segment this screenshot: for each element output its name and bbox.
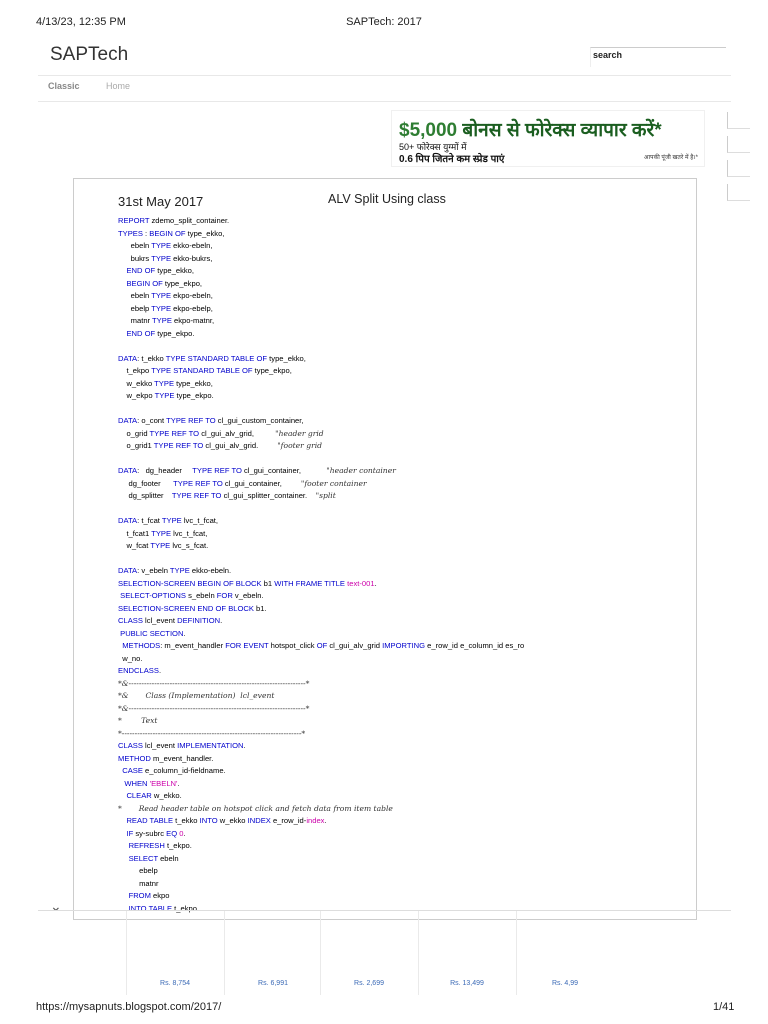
code-line: METHOD m_event_handler. (118, 753, 214, 763)
code-line: dg_footer TYPE REF TO cl_gui_container, "footer container (118, 478, 367, 488)
tab-home[interactable]: Home (106, 81, 131, 91)
side-widget-icon[interactable] (727, 160, 750, 177)
side-widget-icon[interactable] (727, 184, 750, 201)
code-line: ebeln TYPE ekpo-ebeln, (118, 291, 213, 300)
forex-ad[interactable] (391, 110, 705, 167)
code-line: DATA: dg_header TYPE REF TO cl_gui_container, "header container (118, 466, 396, 475)
code-line: *&---------------------------------------------------------------------* (118, 678, 310, 688)
code-line (118, 553, 524, 566)
ad-line-1: 50+ फोरेक्स युग्मों में (399, 142, 467, 152)
blog-post (73, 178, 697, 920)
ad-line-2: 0.6 पिप जितने कम स्प्रेड पाएं (399, 154, 505, 165)
code-line (118, 503, 524, 516)
product-card[interactable] (418, 911, 515, 995)
code-line: *----------------------------------------------------------------------* (118, 728, 306, 738)
product-card[interactable] (224, 911, 321, 995)
code-line: w_ekpo TYPE type_ekpo. (118, 391, 214, 400)
chevron-down-icon[interactable]: ⌄ (50, 898, 62, 914)
post-title[interactable]: ALV Split Using class (328, 192, 446, 206)
code-line: ebelp TYPE ekpo-ebelp, (118, 303, 213, 313)
product-price: Rs. 8,754 (160, 980, 190, 987)
code-line: METHODS: m_event_handler FOR EVENT hotspot_click OF cl_gui_alv_grid IMPORTING e_row_id e_column_id es_ro (122, 641, 525, 650)
code-line: FROM ekpo (128, 891, 170, 900)
code-line: TYPES : BEGIN OF type_ekko, (118, 228, 225, 238)
code-line: BEGIN OF type_ekpo, (126, 278, 203, 288)
product-card[interactable] (126, 911, 223, 995)
search-input[interactable]: search (590, 47, 726, 67)
code-line: CLEAR w_ekko. (126, 791, 182, 800)
code-line: DATA: t_ekko TYPE STANDARD TABLE OF type_ekko, (118, 353, 306, 363)
code-line: SELECTION-SCREEN END OF BLOCK b1. (118, 603, 267, 613)
code-line: t_fcat1 TYPE lvc_t_fcat, (118, 528, 208, 538)
code-line: INTO TABLE t_ekpo (128, 903, 197, 913)
code-line: * Text (118, 716, 158, 725)
ad-headline-amount: $5,000 (399, 120, 458, 141)
code-line: *& Class (Implementation) lcl_event (118, 691, 275, 700)
code-line: w_ekko TYPE type_ekko, (118, 378, 213, 388)
code-line: REPORT zdemo_split_container. (118, 216, 230, 225)
code-line: ebelp (118, 866, 158, 875)
product-price: Rs. 6,991 (258, 980, 288, 987)
code-block (118, 215, 524, 915)
code-line: READ TABLE t_ekko INTO w_ekko INDEX e_row_id-index. (126, 816, 327, 825)
code-line (118, 340, 524, 353)
code-line: t_ekpo TYPE STANDARD TABLE OF type_ekpo, (118, 366, 292, 375)
code-line: matnr TYPE ekpo-matnr, (118, 316, 215, 325)
code-line: IF sy-subrc EQ 0. (126, 828, 186, 838)
code-line: END OF type_ekko, (126, 266, 195, 275)
code-line: REFRESH t_ekpo. (128, 841, 192, 850)
product-card[interactable] (320, 911, 417, 995)
ad-headline (399, 116, 662, 142)
product-strip (38, 910, 731, 995)
code-line: DATA: v_ebeln TYPE ekko-ebeln. (118, 566, 232, 575)
code-line (118, 453, 524, 466)
code-line: w_no. (118, 653, 143, 663)
product-price: Rs. 4,99 (551, 980, 579, 987)
nav-bar (38, 75, 731, 102)
print-datetime: 4/13/23, 12:35 PM (36, 16, 126, 28)
code-line: dg_splitter TYPE REF TO cl_gui_splitter_container. "split (118, 491, 336, 500)
code-line: CLASS lcl_event DEFINITION. (118, 616, 223, 625)
code-line: DATA: o_cont TYPE REF TO cl_gui_custom_container, (118, 416, 304, 425)
code-line: ebeln TYPE ekko-ebeln, (118, 241, 213, 250)
side-widget-icon[interactable] (727, 136, 750, 153)
tab-classic[interactable]: Classic (48, 81, 80, 91)
code-line: w_fcat TYPE lvc_s_fcat. (118, 541, 209, 550)
code-line (118, 403, 524, 416)
code-line: CLASS lcl_event IMPLEMENTATION. (118, 741, 246, 750)
code-line: END OF type_ekpo. (126, 328, 195, 338)
side-widget-icon[interactable] (727, 112, 750, 129)
code-line: SELECT ebeln (128, 853, 179, 863)
code-line: DATA: t_fcat TYPE lvc_t_fcat, (118, 516, 219, 525)
ad-headline-text: बोनस से फोरेक्स व्यापार करें* (462, 120, 662, 141)
ad-risk-note: आपकी पूंजी खतरे में है।* (644, 155, 698, 161)
code-line: matnr (118, 878, 159, 888)
print-doc-title: SAPTech: 2017 (346, 16, 422, 28)
post-date: 31st May 2017 (118, 194, 204, 209)
code-line: o_grid1 TYPE REF TO cl_gui_alv_grid. "footer grid (118, 441, 323, 450)
code-line: SELECT-OPTIONS s_ebeln FOR v_ebeln. (120, 591, 264, 600)
product-card[interactable] (516, 911, 613, 995)
code-line: WHEN 'EBELN'. (124, 778, 180, 788)
code-line: o_grid TYPE REF TO cl_gui_alv_grid, "header grid (118, 428, 324, 438)
code-line: PUBLIC SECTION. (120, 628, 186, 638)
code-line: bukrs TYPE ekko-bukrs, (118, 253, 213, 263)
code-line: ENDCLASS. (118, 666, 162, 675)
code-line: CASE e_column_id-fieldname. (122, 766, 226, 775)
product-price: Rs. 2,699 (354, 980, 384, 987)
code-line: SELECTION-SCREEN BEGIN OF BLOCK b1 WITH FRAME TITLE text-001. (118, 578, 377, 588)
print-page-number: 1/41 (713, 1001, 735, 1013)
product-price: Rs. 13,499 (450, 980, 484, 987)
code-line: *&---------------------------------------------------------------------* (118, 703, 310, 713)
code-line: * Read header table on hotspot click and fetch data from item table (118, 803, 393, 813)
print-url: https://mysapnuts.blogspot.com/2017/ (36, 1001, 222, 1013)
site-title[interactable]: SAPTech (50, 44, 129, 65)
